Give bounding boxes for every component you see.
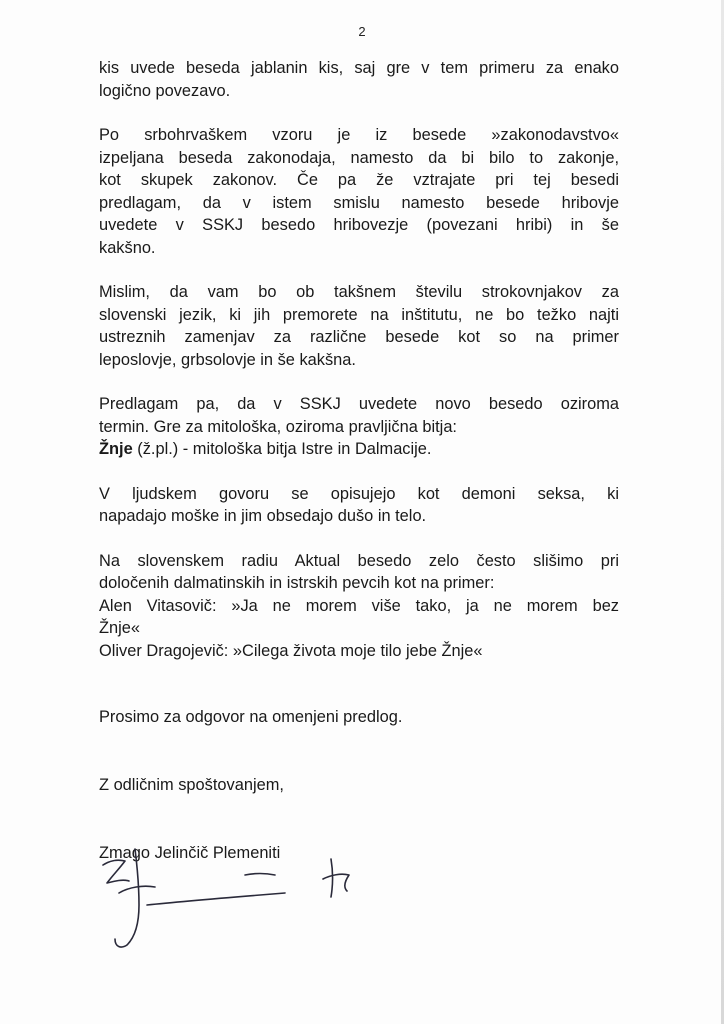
salutation: Z odličnim spoštovanjem, — [99, 776, 284, 794]
text-line: kis uvede beseda jablanin kis, saj gre v tem primeru za enako — [99, 59, 619, 77]
defined-term: Žnje — [99, 440, 133, 458]
text-line: Po srbohrvaškem vzoru je iz besede »zakonodavstvo« — [99, 126, 619, 144]
text-line: kot skupek zakonov. Če pa že vztrajate pri tej besedi — [99, 171, 619, 189]
text-line: Predlagam pa, da v SSKJ uvedete novo besedo oziroma — [99, 395, 619, 413]
text-line: določenih dalmatinskih in istrskih pevcih kot na primer: — [99, 574, 495, 592]
text-line: slovenski jezik, ki jih premorete na inštitutu, ne bo težko najti — [99, 305, 619, 324]
page-number: 2 — [358, 24, 366, 39]
definition-line — [99, 438, 619, 461]
text-line: predlagam, da v istem smislu namesto besede hribovje — [99, 193, 619, 212]
definition-text: (ž.pl.) - mitološka bitja Istre in Dalmacije. — [132, 440, 432, 458]
text-line: Žnje« — [99, 619, 141, 637]
text-line: Mislim, da vam bo ob takšnem številu strokovnjakov za — [99, 283, 619, 301]
text-line: ustreznih zamenjav za različne besede kot so na primer — [99, 328, 619, 346]
paragraph-2 — [99, 124, 619, 259]
text-line: uvedete v SSKJ besedo hribovezje (povezani hribi) in še — [99, 216, 619, 234]
text-line: termin. Gre za mitološka, oziroma pravljična bitja: — [99, 417, 457, 436]
handwritten-signature — [95, 835, 375, 955]
text-line: kakšno. — [99, 238, 156, 257]
paragraph-4 — [99, 393, 619, 461]
paragraph-3 — [99, 281, 619, 371]
text-line: logično povezavo. — [99, 81, 231, 100]
signer-name: Zmago Jelinčič Plemeniti — [99, 844, 281, 862]
paragraph-5 — [99, 483, 619, 528]
paragraph-6 — [99, 550, 619, 663]
text-line: Oliver Dragojevič: »Cilega života moje tilo jebe Žnje« — [99, 641, 483, 660]
letter-body — [99, 57, 619, 684]
text-line: V ljudskem govoru se opisujejo kot demoni seksa, ki — [99, 484, 619, 503]
text-line: napadajo moške in jim obsedajo dušo in telo. — [99, 507, 427, 525]
text-line: Na slovenskem radiu Aktual besedo zelo često slišimo pri — [99, 551, 619, 570]
text-line: leposlovje, grbsolovje in še kakšna. — [99, 350, 356, 369]
closing-request: Prosimo za odgovor na omenjeni predlog. — [99, 708, 403, 726]
text-line: Alen Vitasovič: »Ja ne morem više tako, ja ne morem bez — [99, 596, 619, 615]
paragraph-1 — [99, 57, 619, 102]
text-line: izpeljana beseda zakonodaja, namesto da bi bilo to zakonje, — [99, 148, 619, 167]
